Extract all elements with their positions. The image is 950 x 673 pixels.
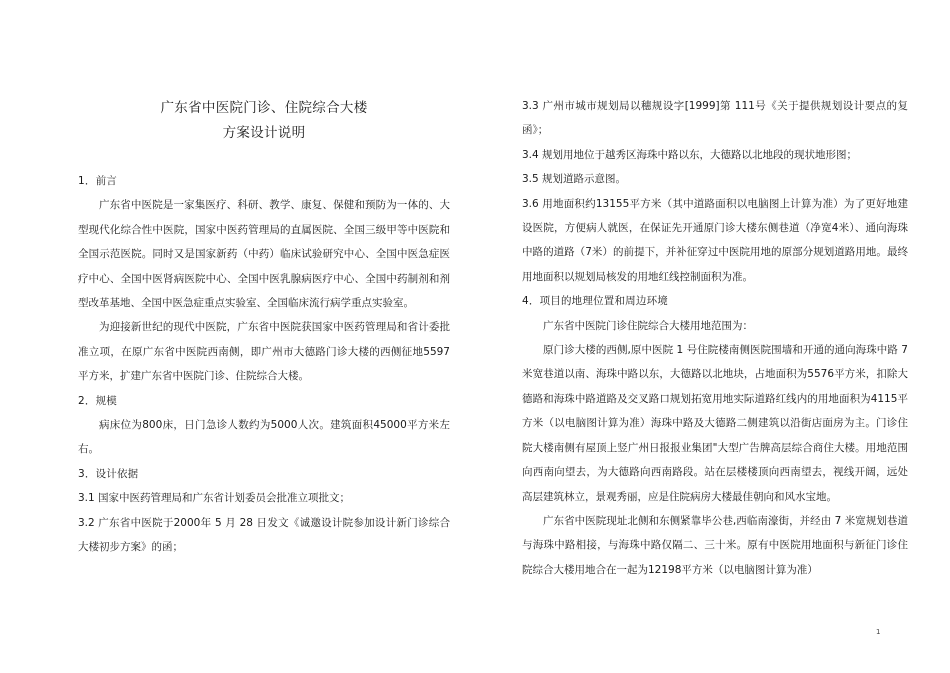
clause-3-3: 3.3 广州市城市规划局以穗规设字[1999]第 111号《关于提供规划设计要点的复函》；	[522, 100, 908, 137]
clause-3-6: 3.6 用地面积约13155平方米（其中道路面积以电脑图上计算为准）为了更好地建设医院，方便病人就医，在保证先开通原门诊大楼东侧巷道（净宽4米）、通向海珠中路的道路（7米）的前提下，并补征穿过中医院用地的原部分规划道路用地。最终用地面积以规划局核发的用地红线控制面积为准。	[522, 197, 908, 283]
clause-3-2: 3.2 广东省中医院于2000年 5 月 28 日发文《诚邀设计院参加设计新门诊综合大楼初步方案》的函；	[78, 516, 450, 554]
page-number: 1	[876, 628, 881, 636]
section-heading-scale: 2．规模	[78, 394, 117, 407]
section-heading-design-basis: 3．设计依据	[78, 467, 139, 480]
clause-3-4: 3.4 规划用地位于越秀区海珠中路以东，大德路以北地段的现状地形图；	[522, 148, 858, 161]
paragraph-surroundings: 广东省中医院现址北侧和东侧紧靠毕公巷,西临南濠街，并经由 7 米宽规划巷道与海珠中路相接，与海珠中路仅隔二、三十米。原有中医院用地面积与新征门诊住院综合大楼用地合在一起为12198平方米（以电脑图计算为准）	[522, 514, 908, 576]
right-column	[522, 94, 908, 582]
document-title: 广东省中医院门诊、住院综合大楼	[160, 100, 368, 116]
paragraph-project-approval: 为迎接新世纪的现代中医院，广东省中医院获国家中医药管理局和省计委批准立项，在原广东省中医院西南侧，即广州市大德路门诊大楼的西侧征地5597平方米，扩建广东省中医院门诊、住院综合大楼。	[78, 321, 450, 383]
paragraph-site-scope: 原门诊大楼的西侧,原中医院 1 号住院楼南侧医院围墙和开通的通向海珠中路 7 米宽巷道以南、海珠中路以东，大德路以北地块，占地面积为5576平方米，扣除大德路和海珠中路道路及交叉路口规划拓宽用地实际道路红线内的用地面积为4115平方米（以电脑图计算为准）海珠中路及大德路二侧建筑以沿街店面房为主。门诊住院大楼南侧有屋顶上竖广州日报报业集团"大型广告牌高层综合商住大楼。用地范围向西南向望去，为大德路向西南路段。站在层楼楼顶向西南望去，视线开阔，远处高层建筑林立，景观秀丽，应是住院病房大楼最佳朝向和风水宝地。	[522, 344, 908, 503]
paragraph-scale: 病床位为800床，日门急诊人数约为5000人次。建筑面积45000平方米左右。	[78, 419, 450, 456]
left-column	[78, 169, 450, 560]
document-subtitle: 方案设计说明	[222, 125, 306, 141]
section-heading-location: 4．项目的地理位置和周边环境	[522, 295, 668, 308]
clause-3-1: 3.1 国家中医药管理局和广东省计划委员会批准立项批文；	[78, 492, 351, 505]
clause-3-5: 3.5 规划道路示意图。	[522, 173, 627, 186]
paragraph-site-scope-intro: 广东省中医院门诊住院综合大楼用地范围为：	[543, 319, 753, 332]
paragraph-hospital-intro: 广东省中医院是一家集医疗、科研、教学、康复、保健和预防为一体的、大型现代化综合性中医院，国家中医药管理局的直属医院、全国三级甲等中医院和全国示范医院。同时又是国家新药（中药）临床试验研究中心、全国中医急症医疗中心、全国中医肾病医院中心、全国中医乳腺病医疗中心、全国中药制剂和剂型改革基地、全国中医急症重点实验室、全国临床流行病学重点实验室。	[78, 199, 450, 310]
section-heading-preface: 1．前言	[78, 175, 117, 187]
